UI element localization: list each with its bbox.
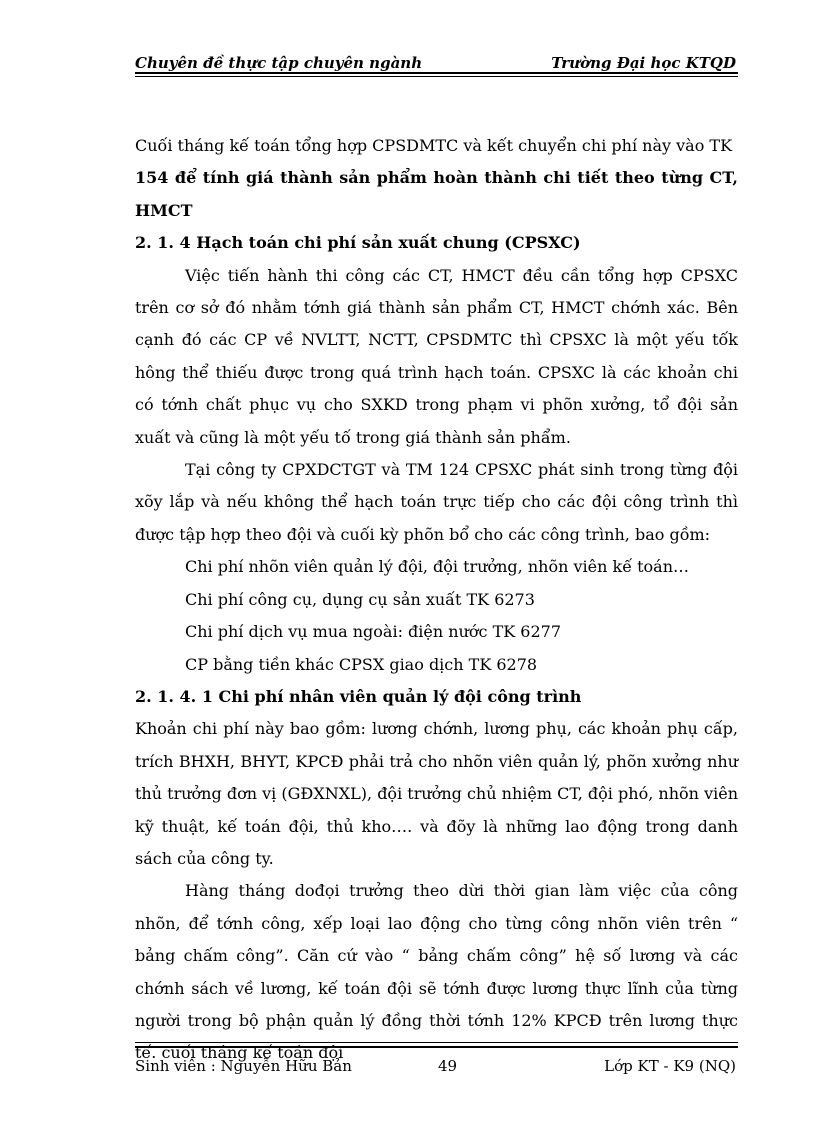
- paragraph: Tại công ty CPXDCTGT và TM 124 CPSXC phát sinh trong từng đội xõy lắp và nếu không thể hạch toán trực tiếp cho các đội công trình thì được tập hợp theo đội và cuối kỳ phõn bổ cho các công trình, bao gồm:: [135, 460, 738, 544]
- list-item: Chi phí dịch vụ mua ngoài: điện nước TK 6277: [185, 622, 561, 642]
- paragraph: Hàng tháng dođọi trưởng theo dừi thời gian làm việc của công nhõn, để tớnh công, xếp loại lao động cho từng công nhõn viên trên “ bảng chấm công”. Căn cứ vào “ bảng chấm công” hệ số lương và các chớnh sách về lương, kế toán đội sẽ tớnh được lương thực lĩnh của từng người trong bộ phận quản lý đồng thời tớnh 12% KPCĐ trên lương thực tế. cuối tháng kế toán đội: [135, 881, 738, 1063]
- header-right: Trường Đại học KTQD: [551, 54, 736, 72]
- page-footer: [135, 1054, 736, 1078]
- paragraph-bold: 154 để tính giá thành sản phẩm hoàn thành chi tiết theo từng CT, HMCT: [135, 168, 738, 220]
- section-heading: 2. 1. 4 Hạch toán chi phí sản xuất chung (CPSXC): [135, 233, 581, 253]
- footer-student: Sinh viên : Nguyễn Hữu Bản: [135, 1057, 352, 1075]
- page-body: [135, 130, 738, 1070]
- list-item: CP bằng tiền khác CPSX giao dịch TK 6278: [185, 654, 538, 674]
- footer-rule: [135, 1046, 738, 1048]
- list-item: Chi phí nhõn viên quản lý đội, đội trưởng, nhõn viên kế toán…: [185, 557, 690, 577]
- header-rule: [135, 72, 738, 74]
- paragraph: Khoản chi phí này bao gồm: lương chớnh, lương phụ, các khoản phụ cấp, trích BHXH, BHYT, KPCĐ phải trả cho nhõn viên quản lý, phõn xưởng như thủ trưởng đơn vị (GĐXNXL), đội trưởng chủ nhiệm CT, đội phó, nhõn viên kỹ thuật, kế toán đội, thủ kho…. và đõy là những lao động trong danh sách của công ty.: [135, 719, 738, 868]
- header-rule-thin: [135, 76, 738, 77]
- page-number: 49: [438, 1057, 458, 1075]
- header-left: Chuyên đề thực tập chuyên ngành: [135, 54, 423, 72]
- list-item: Chi phí công cụ, dụng cụ sản xuất TK 6273: [185, 589, 535, 609]
- paragraph: Cuối tháng kế toán tổng hợp CPSDMTC và kết chuyển chi phí này vào TK: [135, 136, 733, 155]
- subsection-heading: 2. 1. 4. 1 Chi phí nhân viên quản lý đội công trình: [135, 686, 582, 706]
- paragraph: Việc tiến hành thi công các CT, HMCT đều cần tổng hợp CPSXC trên cơ sở đó nhằm tớnh giá thành sản phẩm CT, HMCT chớnh xác. Bên cạnh đó các CP về NVLTT, NCTT, CPSDMTC thì CPSXC là một yếu tốk hông thể thiếu được trong quá trình hạch toán. CPSXC là các khoản chi có tớnh chất phục vụ cho SXKD trong phạm vi phõn xưởng, tổ đội sản xuất và cũng là một yếu tố trong giá thành sản phẩm.: [135, 265, 738, 447]
- footer-rule-thin: [135, 1042, 738, 1043]
- footer-class: Lớp KT - K9 (NQ): [604, 1057, 736, 1075]
- page-header: [135, 48, 736, 72]
